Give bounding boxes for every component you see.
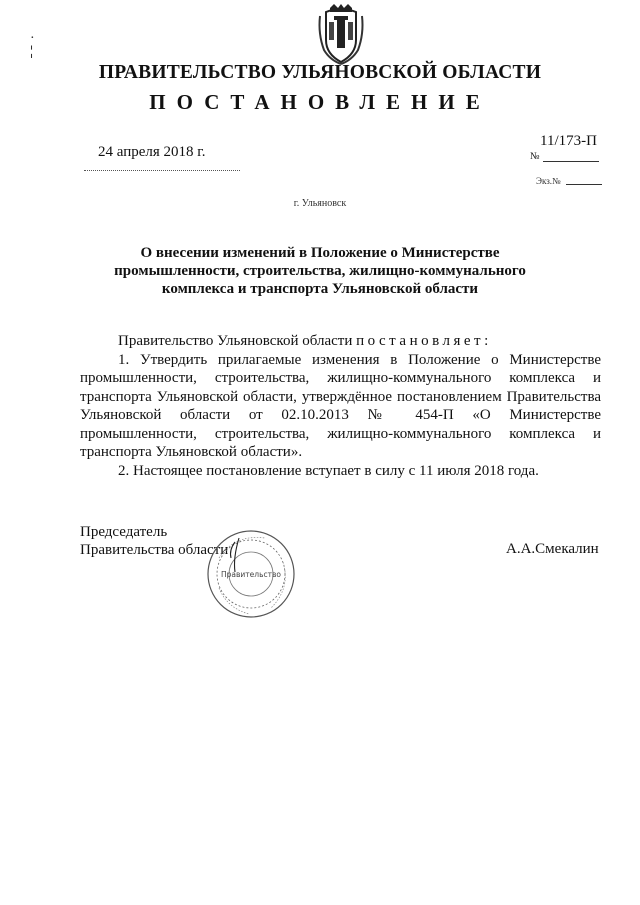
intro-paragraph	[80, 332, 601, 351]
signer-name: А.А.Смекалин	[506, 541, 599, 557]
document-body	[80, 332, 601, 480]
copy-number-underline	[566, 184, 602, 185]
coat-of-arms-icon	[316, 4, 366, 66]
margin-mark: · ¦	[30, 31, 35, 59]
intro-text: Правительство Ульяновской области	[118, 333, 357, 349]
copy-number-label: Экз.№	[536, 176, 561, 186]
signer-title-line-1: Председатель	[80, 524, 168, 540]
signer-title-line-2: Правительства области	[80, 542, 229, 558]
number-underline	[543, 161, 599, 162]
stamp-icon	[205, 528, 297, 620]
document-number: 11/173-П	[540, 133, 597, 149]
document-type: ПОСТАНОВЛЕНИЕ	[149, 90, 491, 114]
government-title: ПРАВИТЕЛЬСТВО УЛЬЯНОВСКОЙ ОБЛАСТИ	[98, 62, 542, 83]
stamp-center-text: Правительство	[221, 570, 281, 579]
intro-decree-word: постановляет:	[356, 333, 492, 349]
document-subject: О внесении изменений в Положение о Министерстве промышленности, строительства, жилищно-коммунального комплекса и транспорта Ульяновской области	[114, 245, 526, 297]
document-date: 24 апреля 2018 г.	[98, 144, 206, 160]
item-2-paragraph: 2. Настоящее постановление вступает в силу с 11 июля 2018 года.	[118, 462, 539, 479]
number-label: №	[530, 151, 540, 162]
date-underline	[84, 170, 240, 171]
city: г. Ульяновск	[293, 198, 347, 209]
item-1-paragraph: 1. Утвердить прилагаемые изменения в Положение о Министерстве промышленности, строительства, жилищно-коммунального комплекса и транспорта Ульяновской области, утверждённое постановлением Правительства Ульяновской области от 02.10.2013 № 454-П «О Министерстве промышленности, строительства, жилищно-коммунального комплекса и транспорта Ульяновской области».	[80, 351, 601, 460]
